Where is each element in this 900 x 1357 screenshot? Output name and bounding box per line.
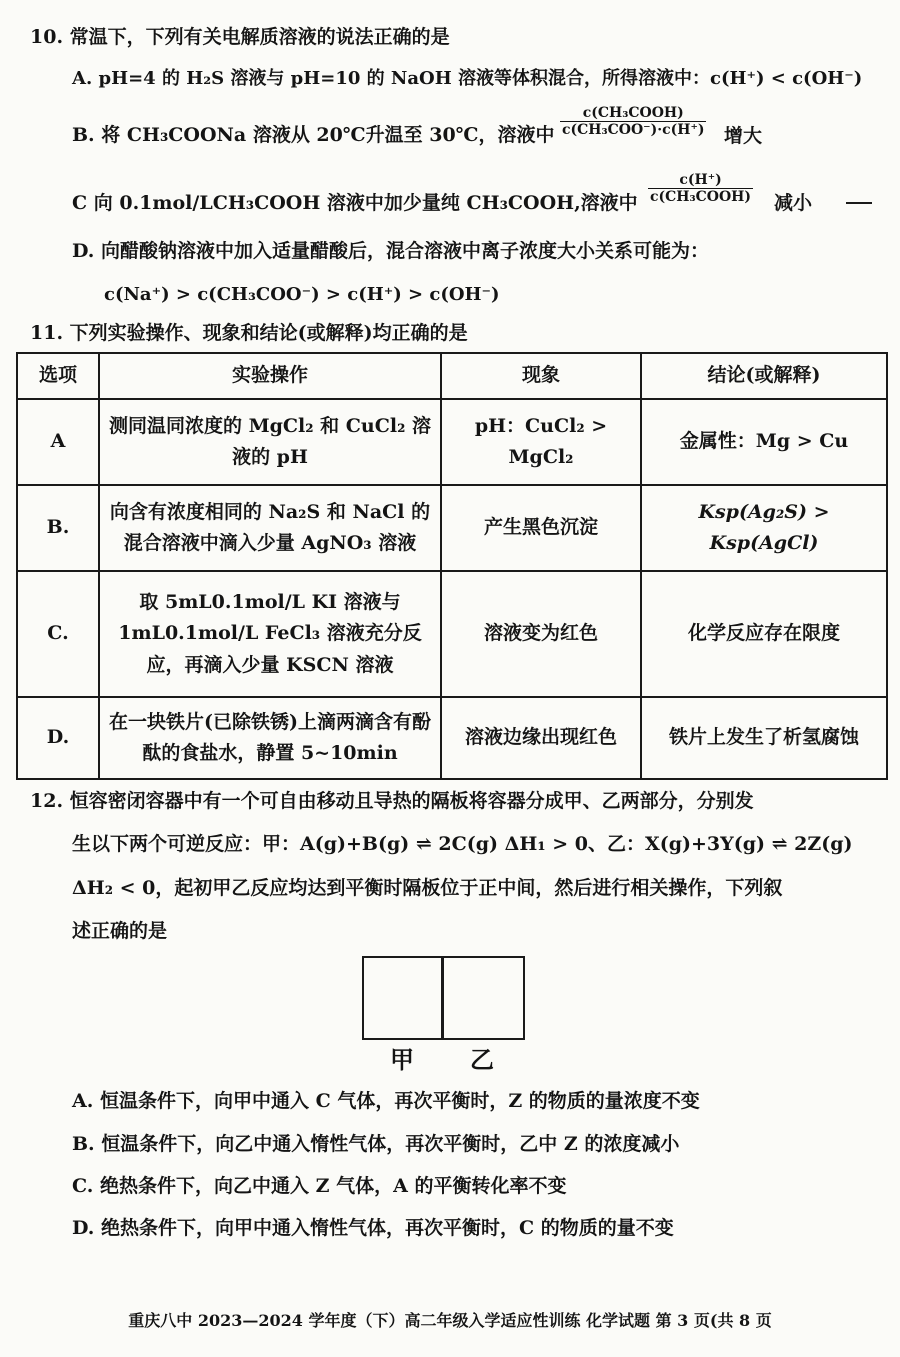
row-conclusion: 铁片上发生了析氢腐蚀 (641, 697, 887, 779)
row-conclusion: 化学反应存在限度 (641, 571, 887, 697)
q12-option-a: A. 恒温条件下，向甲中通入 C 气体，再次平衡时，Z 的物质的量浓度不变 (72, 1090, 700, 1112)
row-option: D. (17, 697, 99, 779)
row-operation: 在一块铁片(已除铁锈)上滴两滴含有酚酞的食盐水，静置 5~10min (99, 697, 441, 779)
q10-option-b-text: B. 将 CH₃COONa 溶液从 20℃升温至 30℃，溶液中 (72, 124, 555, 146)
table-header-row (17, 353, 887, 399)
q12-option-c: C. 绝热条件下，向乙中通入 Z 气体，A 的平衡转化率不变 (72, 1175, 567, 1197)
row-option: A (17, 399, 99, 485)
row-phenomenon: 溶液变为红色 (441, 571, 641, 697)
container-left-chamber (362, 956, 444, 1040)
q12-line3: ΔH₂ < 0，起初甲乙反应均达到平衡时隔板位于正中间，然后进行相关操作，下列叙 (72, 877, 783, 899)
q12-option-d: D. 绝热条件下，向甲中通入惰性气体，再次平衡时，C 的物质的量不变 (72, 1217, 674, 1239)
header-operation: 实验操作 (99, 353, 441, 399)
q10-option-a: A. pH=4 的 H₂S 溶液与 pH=10 的 NaOH 溶液等体积混合，所得溶液中：c(H⁺) < c(OH⁻) (72, 68, 863, 89)
table-row (17, 399, 887, 485)
row-operation: 向含有浓度相同的 Na₂S 和 NaCl 的混合溶液中滴入少量 AgNO₃ 溶液 (99, 485, 441, 571)
label-jia: 甲 (390, 1045, 414, 1074)
table-row (17, 485, 887, 571)
label-yi: 乙 (470, 1045, 494, 1074)
row-conclusion: 金属性：Mg > Cu (641, 399, 887, 485)
q12-line1: 12. 恒容密闭容器中有一个可自由移动且导热的隔板将容器分成甲、乙两部分，分别发 (30, 790, 754, 812)
q10-option-c-numerator: c(H⁺) (679, 172, 722, 188)
header-option: 选项 (17, 353, 99, 399)
q11-stem: 11. 下列实验操作、现象和结论(或解释)均正确的是 (30, 322, 468, 344)
q10-option-b-denominator: c(CH₃COO⁻)·c(H⁺) (562, 122, 705, 139)
row-operation: 测同温同浓度的 MgCl₂ 和 CuCl₂ 溶液的 pH (99, 399, 441, 485)
q10-option-c-denominator: c(CH₃COOH) (650, 189, 752, 206)
header-conclusion: 结论(或解释) (641, 353, 887, 399)
margin-dash-mark (846, 202, 872, 204)
q10-option-b-fraction (560, 105, 706, 138)
q10-option-b-numerator: c(CH₃COOH) (582, 105, 684, 121)
page-footer: 重庆八中 2023—2024 学年度（下）高二年级入学适应性训练 化学试题 第 3 页(共 8 页 (128, 1311, 772, 1330)
q10-option-b-suffix: 增大 (724, 125, 763, 147)
q10-option-c-text: C 向 0.1mol/LCH₃COOH 溶液中加少量纯 CH₃COOH,溶液中 (72, 192, 638, 214)
q10-option-d-line2: c(Na⁺) > c(CH₃COO⁻) > c(H⁺) > c(OH⁻) (104, 284, 500, 305)
q12-option-b: B. 恒温条件下，向乙中通入惰性气体，再次平衡时，乙中 Z 的浓度减小 (72, 1133, 680, 1155)
q12-line4: 述正确的是 (72, 920, 168, 942)
q12-line2: 生以下两个可逆反应：甲：A(g)+B(g) ⇌ 2C(g) ΔH₁ > 0、乙：X(g)+3Y(g) ⇌ 2Z(g) (72, 833, 853, 855)
row-conclusion: Ksp(Ag₂S) > Ksp(AgCl) (641, 485, 887, 571)
q10-option-d-line1: D. 向醋酸钠溶液中加入适量醋酸后，混合溶液中离子浓度大小关系可能为： (72, 240, 710, 262)
experiment-table (16, 352, 888, 780)
q10-option-c-fraction (648, 172, 753, 205)
row-phenomenon: pH：CuCl₂ > MgCl₂ (441, 399, 641, 485)
row-phenomenon: 溶液边缘出现红色 (441, 697, 641, 779)
row-operation: 取 5mL0.1mol/L KI 溶液与 1mL0.1mol/L FeCl₃ 溶液充分反应，再滴入少量 KSCN 溶液 (99, 571, 441, 697)
q10-option-c-suffix: 减小 (774, 192, 813, 214)
header-phenomenon: 现象 (441, 353, 641, 399)
container-right-chamber (441, 956, 525, 1040)
row-phenomenon: 产生黑色沉淀 (441, 485, 641, 571)
row-option: C. (17, 571, 99, 697)
row-option: B. (17, 485, 99, 571)
table-row (17, 571, 887, 697)
table-row (17, 697, 887, 779)
q10-stem: 10. 常温下，下列有关电解质溶液的说法正确的是 (30, 26, 450, 48)
